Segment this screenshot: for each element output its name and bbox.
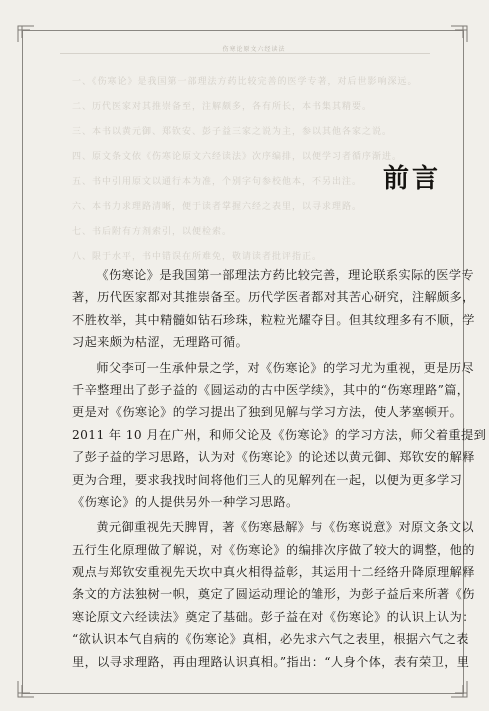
show-through-line: 二、历代医家对其推崇备至，注解颇多，各有所长，本书集其精要。: [72, 102, 373, 112]
show-through-line: 五、书中引用原文以通行本为准，个别字句参校他本，不另出注。: [72, 177, 363, 187]
text-line: 观点与郑钦安重视先天坎中真火相得益彰，其运用十二经络升降原理解释: [72, 565, 475, 580]
paragraph: [72, 516, 475, 673]
show-through-line: 六、本书力求理路清晰，便于读者掌握六经之表里，以寻求理路。: [72, 202, 363, 212]
paragraph: [72, 357, 487, 514]
show-through-line: 一、《伤寒论》是我国第一部理法方药比较完善的医学专著，对后世影响深远。: [72, 77, 418, 87]
corner-ornament-bottom-left: [16, 679, 36, 699]
running-head-rule: [60, 53, 430, 54]
corner-ornament-top-left: [16, 24, 36, 44]
text-line: 千辛整理出了彭子益的《圆运动的古中医学续》，其中的“伤寒理路”篇，: [72, 382, 470, 397]
corner-ornament-bottom-right: [449, 679, 469, 699]
text-line: 《伤寒论》是我国第一部理法方药比较完善，理论联系实际的医学专: [96, 268, 475, 282]
text-line: 寒论原文六经读法》奠定了基础。彭子益在对《伤寒论》的认识上认为：: [72, 609, 475, 624]
show-through-line: 四、原文条文依《伤寒论原文六经读法》次序编排，以便学习者循序渐进。: [72, 152, 403, 162]
text-line: 更是对《伤寒论》的学习提出了独到见解与学习方法，使人茅塞顿开。: [72, 405, 463, 420]
show-through-line: 八、限于水平，书中错误在所难免，敬请读者批评指正。: [72, 252, 323, 262]
text-line: “欲认识本气自病的《伤寒论》真相，必先求六气之表里，根据六气之表: [72, 632, 469, 647]
text-line: 不胜枚举，其中精髓如钻石珍珠，粒粒光耀夺目。但其纹理多有不顺，学: [72, 312, 475, 327]
text-line: 更为合理，要求我找时间将他们三人的见解列在一起，以便为更多学习: [72, 472, 463, 487]
text-line: 2011 年 10 月在广州，和师父论及《伤寒论》的学习方法，师父着重提到: [72, 427, 487, 442]
show-through-text: [72, 70, 432, 270]
text-line: 里，以寻求理路，再由理路认识真相。”指出：“人身个体，表有荣卫，里: [72, 654, 470, 669]
text-line: 习起来颇为枯涩，无理路可循。: [72, 335, 249, 350]
text-line: 了彭子益的学习思路，认为对《伤寒论》的论述以黄元御、郑钦安的解释: [72, 450, 475, 465]
paragraph: [72, 264, 475, 354]
text-line: 黄元御重视先天脾胃，著《伤寒悬解》与《伤寒说意》对原文条文以: [96, 520, 475, 535]
text-line: 《伤寒论》的人提供另外一种学习思路。: [72, 494, 299, 509]
corner-ornament-top-right: [449, 24, 469, 44]
text-line: 著，历代医家都对其推崇备至。历代学医者都对其苦心研究，注解颇多，: [72, 290, 475, 305]
text-line: 师父李可一生承仲景之学，对《伤寒论》的学习尤为重视，更是历尽: [96, 360, 475, 375]
show-through-line: 七、书后附有方剂索引，以便检索。: [72, 227, 233, 237]
text-line: 五行生化原理做了解说，对《伤寒论》的编排次序做了较大的调整，他的: [72, 542, 475, 557]
text-line: 条文的方法独树一帜，奠定了圆运动理论的雏形，为彭子益后来所著《伤: [72, 587, 475, 602]
preface-body: [72, 264, 487, 673]
show-through-line: 三、本书以黄元御、郑钦安、彭子益三家之说为主，参以其他各家之说。: [72, 127, 393, 137]
running-head: 伤寒论原文六经读法: [222, 46, 286, 53]
page-title: 前言: [383, 164, 442, 194]
